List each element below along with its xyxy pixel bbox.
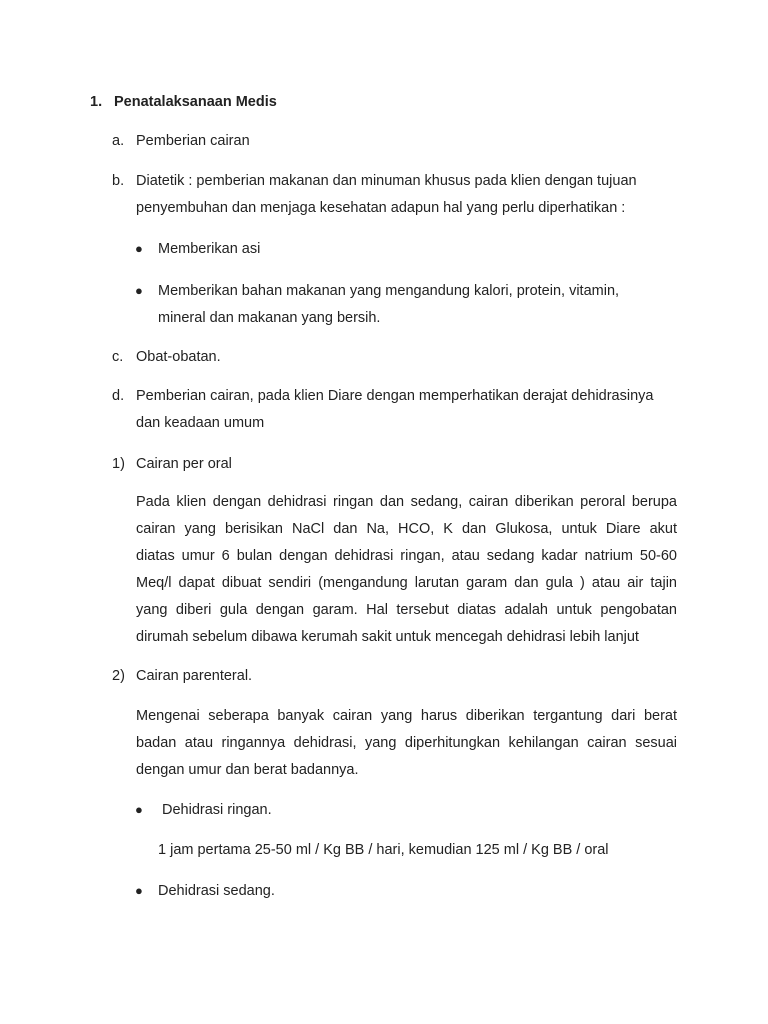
item-b-bullet-line: Memberikan asi (158, 241, 261, 257)
sub2-bullet-detail: 1 jam pertama 25-50 ml / Kg BB / hari, kemudian 125 ml / Kg BB / oral (158, 842, 609, 858)
item-b-bullet-line: mineral dan makanan yang bersih. (158, 310, 381, 326)
sub1-paragraph-line: Pada klien dengan dehidrasi ringan dan sedang, cairan diberikan peroral berupa (136, 494, 677, 510)
item-b-line: penyembuhan dan menjaga kesehatan adapun hal yang perlu diperhatikan : (136, 200, 626, 216)
sub1-paragraph-line: Meq/l dapat dibuat sendiri (mengandung larutan garam dan gula ) atau air tajin (136, 575, 677, 591)
sub2-title: Cairan parenteral. (136, 668, 253, 684)
bullet-dot-icon: ● (135, 883, 143, 898)
sub1-paragraph-line: yang diberi gula dengan garam. Hal tersebut diatas adalah untuk pengobatan (136, 602, 677, 618)
section-title: Penatalaksanaan Medis (114, 94, 277, 110)
sub1-paragraph-line: cairan yang berisikan NaCl dan Na, HCO, K dan Glukosa, untuk Diare akut (136, 521, 677, 537)
sub1-paragraph-line: dirumah sebelum dibawa kerumah sakit untuk mencegah dehidrasi lebih lanjut (136, 629, 639, 645)
item-b-marker: b. (112, 173, 125, 189)
bullet-dot-icon: ● (135, 241, 143, 256)
sub2-bullet-text: Dehidrasi ringan. (162, 802, 272, 818)
bullet-dot-icon: ● (135, 283, 143, 298)
bullet-dot-icon: ● (135, 802, 143, 817)
item-a-text: Pemberian cairan (136, 133, 250, 149)
item-d-marker: d. (112, 388, 125, 404)
item-c-text: Obat-obatan. (136, 349, 221, 365)
item-a-marker: a. (112, 133, 125, 149)
section-number: 1. (90, 94, 103, 110)
item-d-line: Pemberian cairan, pada klien Diare dengan memperhatikan derajat dehidrasinya (136, 388, 654, 404)
item-b-bullet-line: Memberikan bahan makanan yang mengandung kalori, protein, vitamin, (158, 283, 620, 299)
sub1-title: Cairan per oral (136, 456, 232, 472)
sub1-paragraph-line: diatas umur 6 bulan dengan dehidrasi ringan, atau sedang kadar natrium 50-60 (136, 548, 677, 564)
sub2-paragraph-line: dengan umur dan berat badannya. (136, 762, 359, 778)
sub2-marker: 2) (112, 668, 125, 684)
item-c-marker: c. (112, 349, 124, 365)
sub2-paragraph-line: Mengenai seberapa banyak cairan yang harus diberikan tergantung dari berat (136, 708, 677, 724)
item-d-line: dan keadaan umum (136, 415, 265, 431)
sub2-paragraph-line: badan atau ringannya dehidrasi, yang diperhitungkan kehilangan cairan sesuai (136, 735, 677, 751)
sub2-bullet-text: Dehidrasi sedang. (158, 883, 275, 899)
item-b-line: Diatetik : pemberian makanan dan minuman khusus pada klien dengan tujuan (136, 173, 637, 189)
sub1-marker: 1) (112, 456, 125, 472)
